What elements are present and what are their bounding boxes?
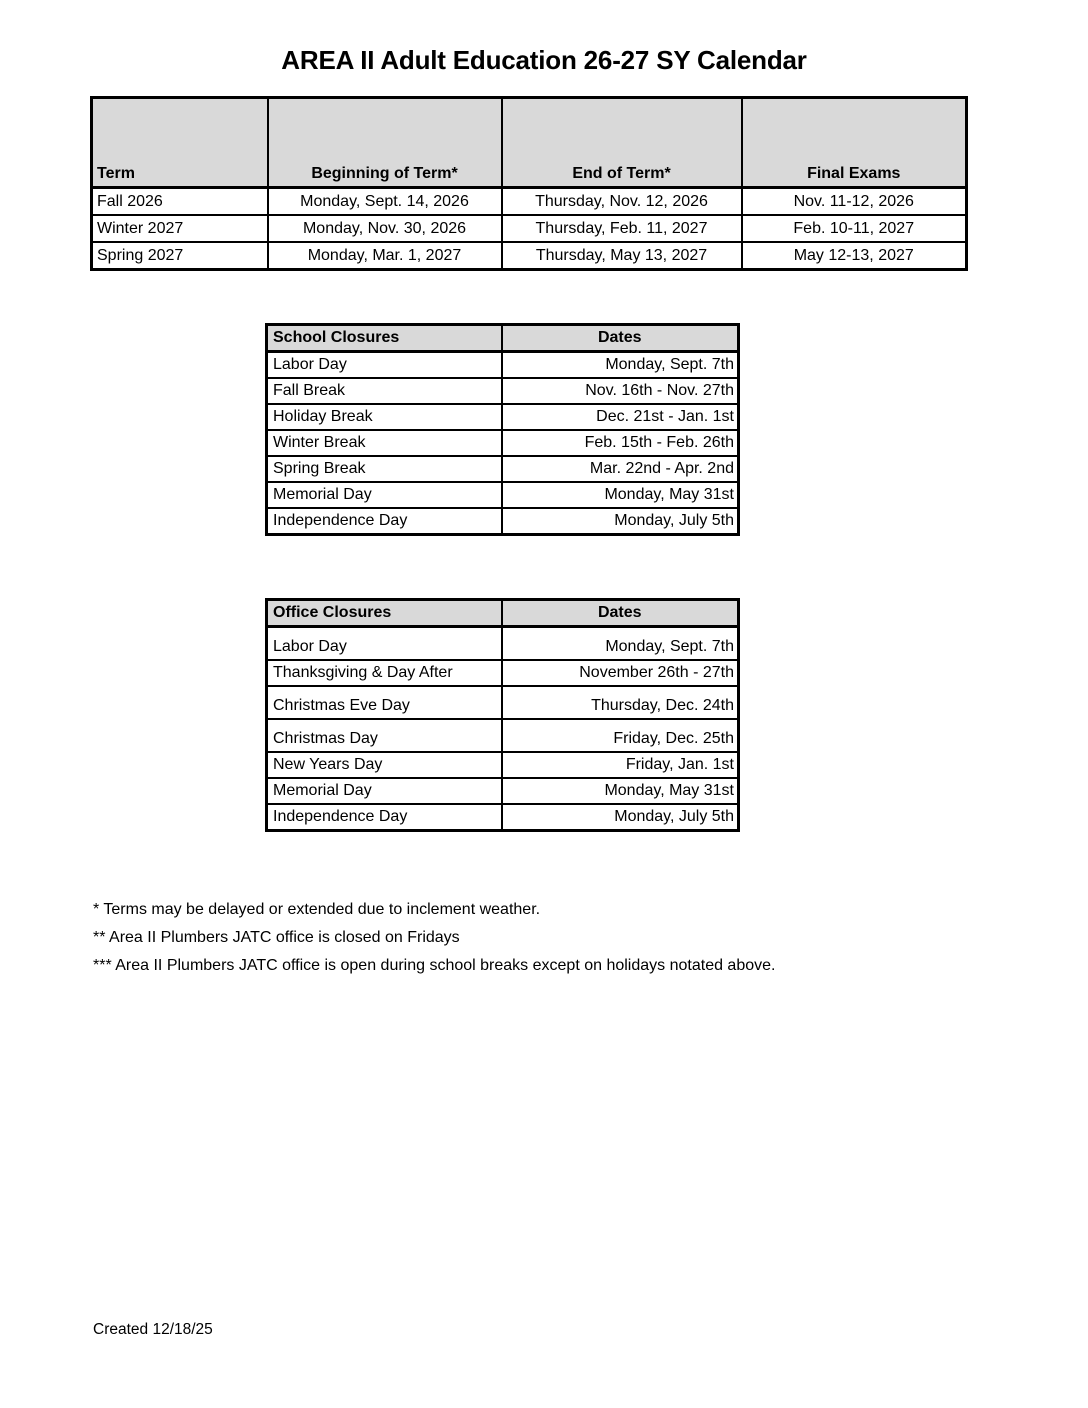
table-cell: Mar. 22nd - Apr. 2nd bbox=[502, 456, 739, 482]
table-row bbox=[267, 752, 739, 778]
footnote-office-breaks: *** Area II Plumbers JATC office is open during school breaks except on holidays notated above. bbox=[93, 957, 776, 974]
column-header: Office Closures bbox=[267, 600, 502, 627]
table-row bbox=[267, 404, 739, 430]
table-cell: November 26th - 27th bbox=[502, 660, 739, 686]
page-title: AREA II Adult Education 26-27 SY Calendar bbox=[281, 45, 807, 75]
table-cell: Holiday Break bbox=[267, 404, 502, 430]
footnote-office-fridays: ** Area II Plumbers JATC office is closed on Fridays bbox=[93, 929, 460, 946]
table-cell: Nov. 11-12, 2026 bbox=[742, 188, 967, 216]
table-cell: Monday, Mar. 1, 2027 bbox=[268, 242, 502, 270]
table-cell: New Years Day bbox=[267, 752, 502, 778]
table-cell: Thursday, Dec. 24th bbox=[502, 686, 739, 719]
table-cell: Monday, July 5th bbox=[502, 508, 739, 535]
table-row bbox=[267, 778, 739, 804]
table-row bbox=[267, 660, 739, 686]
table-cell: Feb. 15th - Feb. 26th bbox=[502, 430, 739, 456]
table-cell: Christmas Eve Day bbox=[267, 686, 502, 719]
column-header: End of Term* bbox=[502, 98, 742, 188]
table-cell: Independence Day bbox=[267, 508, 502, 535]
table-row bbox=[267, 430, 739, 456]
table-row bbox=[267, 804, 739, 831]
school-closures-header-row bbox=[267, 325, 739, 352]
office-closures-table bbox=[265, 598, 740, 832]
table-cell: Monday, May 31st bbox=[502, 778, 739, 804]
table-cell: Monday, Sept. 14, 2026 bbox=[268, 188, 502, 216]
table-cell: Feb. 10-11, 2027 bbox=[742, 215, 967, 242]
table-row bbox=[267, 482, 739, 508]
terms-table bbox=[90, 96, 968, 271]
column-header: Term bbox=[92, 98, 268, 188]
table-cell: Monday, Sept. 7th bbox=[502, 352, 739, 379]
terms-header-row bbox=[92, 98, 967, 188]
table-row bbox=[267, 378, 739, 404]
table-cell: Monday, Nov. 30, 2026 bbox=[268, 215, 502, 242]
table-cell: Christmas Day bbox=[267, 719, 502, 752]
table-cell: Labor Day bbox=[267, 627, 502, 661]
terms-table-section bbox=[90, 96, 968, 271]
table-cell: Independence Day bbox=[267, 804, 502, 831]
table-cell: Thursday, Nov. 12, 2026 bbox=[502, 188, 742, 216]
school-closures-table bbox=[265, 323, 740, 536]
table-cell: Thanksgiving & Day After bbox=[267, 660, 502, 686]
table-cell: Memorial Day bbox=[267, 778, 502, 804]
table-cell: Friday, Dec. 25th bbox=[502, 719, 739, 752]
table-row bbox=[92, 242, 967, 270]
footnote-terms-weather: * Terms may be delayed or extended due to inclement weather. bbox=[93, 901, 541, 918]
column-header: Final Exams bbox=[742, 98, 967, 188]
footnotes bbox=[93, 896, 775, 980]
table-cell: Monday, Sept. 7th bbox=[502, 627, 739, 661]
column-header: School Closures bbox=[267, 325, 502, 352]
table-cell: Dec. 21st - Jan. 1st bbox=[502, 404, 739, 430]
table-row bbox=[92, 215, 967, 242]
column-header: Dates bbox=[502, 325, 739, 352]
table-row bbox=[267, 456, 739, 482]
table-cell: Fall Break bbox=[267, 378, 502, 404]
table-row bbox=[267, 627, 739, 661]
table-cell: May 12-13, 2027 bbox=[742, 242, 967, 270]
created-date: Created 12/18/25 bbox=[93, 1321, 213, 1338]
table-cell: Winter 2027 bbox=[92, 215, 268, 242]
table-row bbox=[92, 188, 967, 216]
table-cell: Nov. 16th - Nov. 27th bbox=[502, 378, 739, 404]
table-cell: Winter Break bbox=[267, 430, 502, 456]
office-closures-section bbox=[265, 598, 740, 832]
table-cell: Monday, July 5th bbox=[502, 804, 739, 831]
table-cell: Spring 2027 bbox=[92, 242, 268, 270]
school-closures-section bbox=[265, 323, 740, 536]
table-cell: Monday, May 31st bbox=[502, 482, 739, 508]
table-cell: Memorial Day bbox=[267, 482, 502, 508]
column-header: Dates bbox=[502, 600, 739, 627]
table-cell: Spring Break bbox=[267, 456, 502, 482]
table-row bbox=[267, 508, 739, 535]
table-cell: Labor Day bbox=[267, 352, 502, 379]
table-row bbox=[267, 686, 739, 719]
table-cell: Friday, Jan. 1st bbox=[502, 752, 739, 778]
table-cell: Thursday, Feb. 11, 2027 bbox=[502, 215, 742, 242]
column-header: Beginning of Term* bbox=[268, 98, 502, 188]
office-closures-header-row bbox=[267, 600, 739, 627]
table-cell: Thursday, May 13, 2027 bbox=[502, 242, 742, 270]
table-row bbox=[267, 352, 739, 379]
table-cell: Fall 2026 bbox=[92, 188, 268, 216]
table-row bbox=[267, 719, 739, 752]
